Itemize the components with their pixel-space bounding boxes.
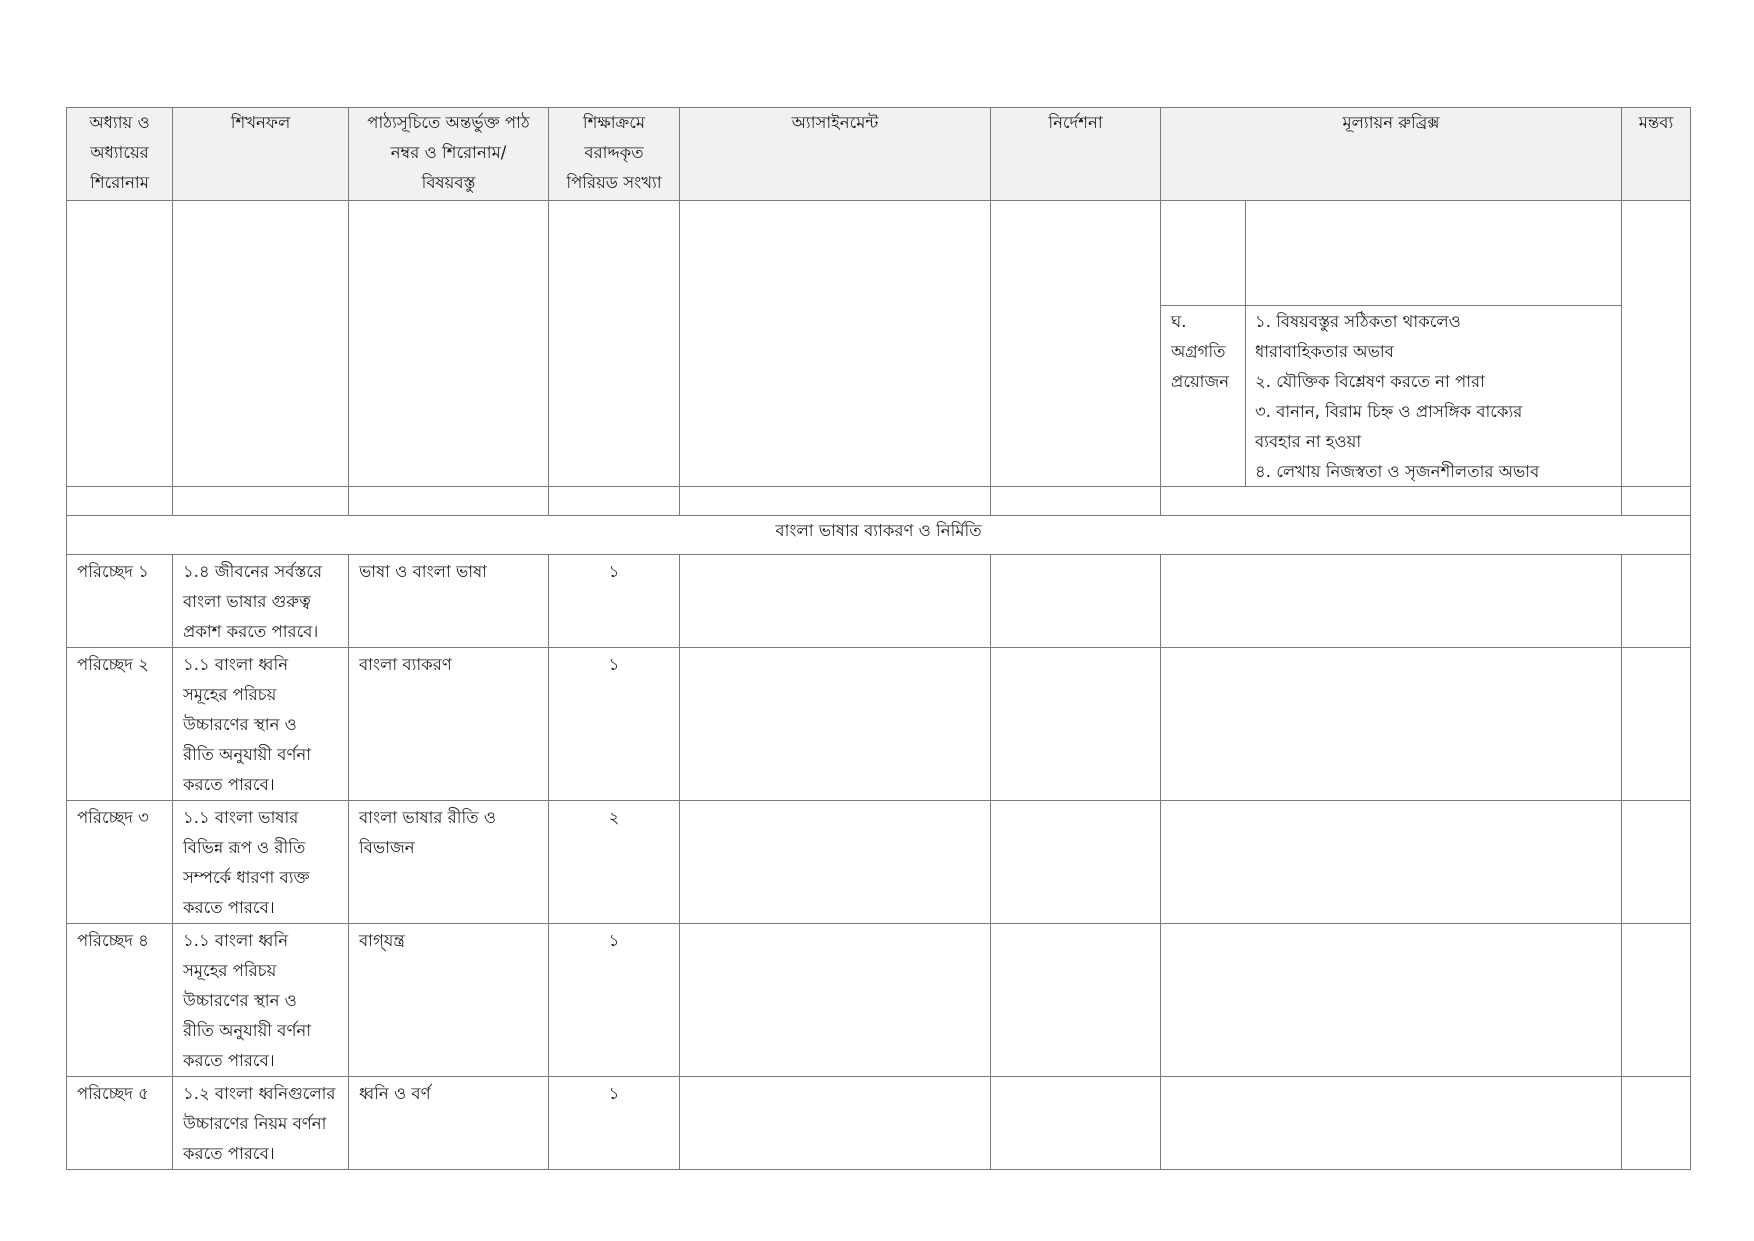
header-chapter: অধ্যায় ও অধ্যায়ের শিরোনাম — [67, 108, 173, 201]
periods-cell: ১ — [608, 655, 620, 674]
lesson-cell: বাংলা ভাষার রীতি ও বিভাজন — [359, 808, 496, 857]
header-periods: শিক্ষাক্রমে বরাদ্দকৃত পিরিয়ড সংখ্যা — [549, 108, 680, 201]
periods-cell: ১ — [608, 1084, 620, 1103]
outcome-cell: ১.১ বাংলা ধ্বনি সমূহের পরিচয় উচ্চারণের স্থান ও রীতি অনুযায়ী বর্ণনা করতে পারবে। — [183, 931, 312, 1070]
header-remarks: মন্তব্য — [1622, 108, 1691, 201]
chapter-cell: পরিচ্ছেদ ২ — [77, 655, 149, 674]
table-row — [67, 555, 1691, 648]
header-rubric: মূল্যায়ন রুব্রিক্স — [1161, 108, 1622, 201]
table-row — [67, 648, 1691, 801]
rubric-criterion: ৪. লেখায় নিজস্বতা ও সৃজনশীলতার অভাব — [1255, 462, 1540, 481]
rubric-cell — [1161, 201, 1622, 487]
chapter-cell: পরিচ্ছেদ ৪ — [77, 931, 149, 950]
rubric-row — [67, 201, 1691, 487]
chapter-cell: পরিচ্ছেদ ১ — [77, 562, 149, 581]
header-instruction: নির্দেশনা — [991, 108, 1161, 201]
rubric-level: ঘ. অগ্রগতি প্রয়োজন — [1171, 312, 1230, 391]
table-row — [67, 801, 1691, 924]
periods-cell: ২ — [608, 808, 620, 827]
chapter-cell: পরিচ্ছেদ ৫ — [77, 1084, 149, 1103]
outcome-cell: ১.২ বাংলা ধ্বনিগুলোর উচ্চারণের নিয়ম বর্ণনা করতে পারবে। — [183, 1084, 336, 1163]
blank-row — [67, 487, 1691, 516]
lesson-cell: বাগ্‌যন্ত্র — [359, 931, 405, 950]
lesson-cell: বাংলা ব্যাকরণ — [359, 655, 452, 674]
lesson-cell: ধ্বনি ও বর্ণ — [359, 1084, 431, 1103]
rubric-criterion: ৩. বানান, বিরাম চিহ্ন ও প্রাসঙ্গিক বাক্যের ব্যবহার না হওয়া — [1255, 402, 1523, 451]
header-row — [67, 108, 1691, 201]
outcome-cell: ১.৪ জীবনের সর্বস্তরে বাংলা ভাষার গুরুত্ব প্রকাশ করতে পারবে। — [183, 562, 323, 641]
periods-cell: ১ — [608, 562, 620, 581]
header-lesson: পাঠ্যসূচিতে অন্তর্ভুক্ত পাঠ নম্বর ও শিরোনাম/ বিষয়বস্তু — [349, 108, 549, 201]
table-row — [67, 1077, 1691, 1170]
periods-cell: ১ — [608, 931, 620, 950]
lesson-cell: ভাষা ও বাংলা ভাষা — [359, 562, 487, 581]
outcome-cell: ১.১ বাংলা ধ্বনি সমূহের পরিচয় উচ্চারণের স্থান ও রীতি অনুযায়ী বর্ণনা করতে পারবে। — [183, 655, 312, 794]
section-title: বাংলা ভাষার ব্যাকরণ ও নির্মিতি — [67, 516, 1691, 555]
lesson-plan-table — [66, 107, 1691, 1170]
header-outcome: শিখনফল — [173, 108, 349, 201]
chapter-cell: পরিচ্ছেদ ৩ — [77, 808, 149, 827]
table-row — [67, 924, 1691, 1077]
rubric-criterion: ১. বিষয়বস্তুর সঠিকতা থাকলেও ধারাবাহিকতার অভাব — [1255, 312, 1461, 361]
header-assignment: অ্যাসাইনমেন্ট — [680, 108, 991, 201]
rubric-criterion: ২. যৌক্তিক বিশ্লেষণ করতে না পারা — [1255, 372, 1485, 391]
rubric-criteria — [1255, 307, 1615, 487]
section-row — [67, 516, 1691, 555]
outcome-cell: ১.১ বাংলা ভাষার বিভিন্ন রূপ ও রীতি সম্পর্কে ধারণা ব্যক্ত করতে পারবে। — [183, 808, 310, 917]
